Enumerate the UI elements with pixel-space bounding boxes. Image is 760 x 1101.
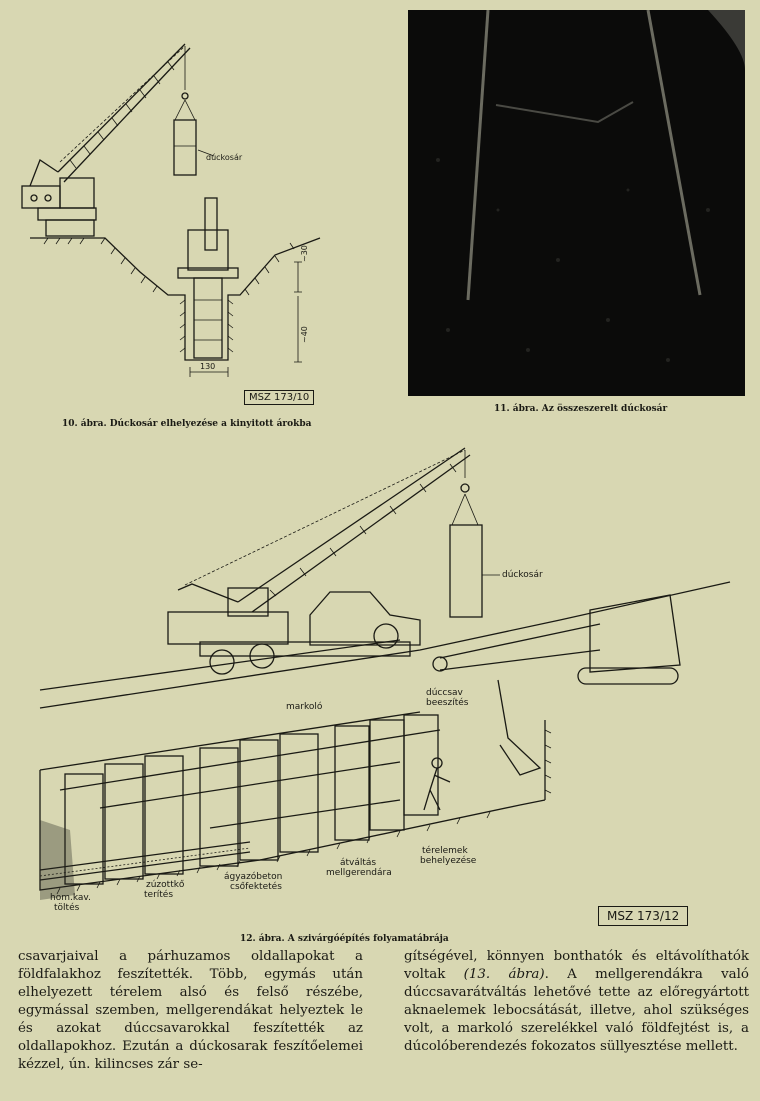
figure-12-label-terites: terítés [144, 890, 174, 900]
figure-12-label-csofektetes: csőfektetés [230, 882, 282, 892]
figure-10-caption: 10. ábra. Dúckosár elhelyezése a kinyitott árokba [62, 419, 312, 429]
figure-12-label-hom-kav: hom.kav. [50, 893, 91, 903]
figure-10-dim-side: ~40 [300, 326, 309, 343]
body-text-right [404, 948, 749, 1056]
figure-12-label-terelemek: térelemek [422, 846, 468, 856]
figure-12-label-zuzottko: zúzottkő [146, 880, 185, 890]
body-text-right-part2: . A mellgerendákra való dúccsavarátváltás lehetővé tette az előregyártott aknaelemek lebocsátását, illetve, ahol szükséges volt, a markoló szerelékkel való földfejtést is, a dúcolóberendezés fokozatos süllyesztése mellett. [404, 967, 749, 1054]
figure-12-caption: 12. ábra. A szivárgóépítés folyamatábrája [240, 934, 449, 944]
figure-12-label-mellgerendara: mellgerendára [326, 868, 392, 878]
figure-10-dim-top: ~30 [300, 245, 309, 262]
figure-13-reference: (13. ábra) [463, 967, 545, 982]
figure-10-dim-bottom: 130 [200, 362, 216, 371]
figure-10-code-box: MSZ 173/10 [244, 390, 314, 405]
figure-12-label-duckosar: dúckosár [502, 570, 543, 580]
figure-11-caption: 11. ábra. Az összeszerelt dúckosár [494, 404, 668, 414]
figure-12-label-atvaltas: átváltás [340, 858, 377, 868]
figure-12-label-markolo: markoló [286, 702, 323, 712]
figure-12-label-behelyezese: behelyezése [420, 856, 477, 866]
body-text-right-part1: gítségével, könnyen bonthatók és eltávolíthatók voltak [404, 949, 749, 982]
figure-12-label-beeszites: beeszítés [426, 698, 469, 708]
figure-10-label-duckosar: dúckosár [206, 153, 243, 162]
figure-12-label-duccsav: dúccsav [426, 688, 463, 698]
figure-12-label-toltes: töltés [54, 903, 80, 913]
body-text-right-column [404, 948, 749, 1056]
body-text-left: csavarjaival a párhuzamos oldallapokat a földfalakhoz feszítették. Több, egymás után elhelyezett térelem alsó és felső részébe, egymással szemben, mellgerendákat helyeztek le és azokat dúccsavarokkal feszítették az oldallapokhoz. Ezután a dúckosarak feszítőelemei kézzel, ún. kilincses zár se- [18, 949, 363, 1072]
body-text-left-column [18, 948, 363, 1074]
figure-12-label-agyazobeton: ágyazóbeton [224, 872, 283, 882]
figure-12-code-box: MSZ 173/12 [598, 906, 688, 926]
